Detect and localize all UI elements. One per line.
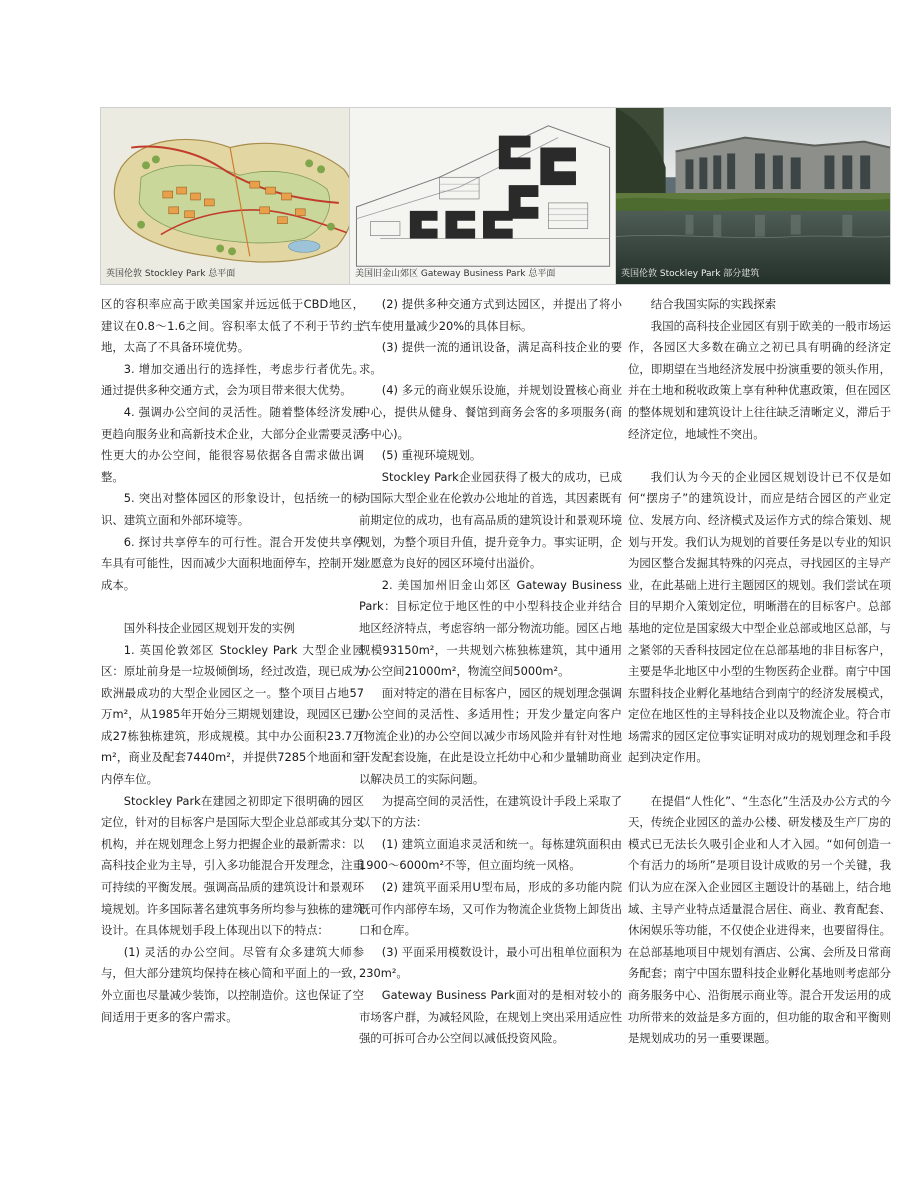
paragraph: Stockley Park企业园获得了极大的成功，已成为国际大型企业在伦敦办公地址的首选，其因素既有前期定位的成功，也有高品质的建筑设计和景观环境规划，为整个项目升值，提升竞争力。事实证明，企业愿意为良好的园区环境付出溢价。	[359, 469, 622, 571]
paragraph: Gateway Business Park面对的是相对较小的市场客户群，为减轻风险，在规划上突出采用适应性强的可拆可合办公空间以减低投资风险。	[359, 988, 622, 1046]
paragraph: (2) 建筑平面采用U型布局，形成的多功能内院既可作内部停车场，又可作为物流企业货物上卸货出口和仓库。	[359, 880, 622, 938]
text-column-2	[359, 294, 622, 1050]
paragraph: 6. 探讨共享停车的可行性。混合开发使共享停车具有可能性，因而减少大面积地面停车，控制开发成本。	[101, 534, 364, 592]
paragraph: 2. 美国加州旧金山郊区 Gateway Business Park：目标定位于地区性的中小型科技企业并结合地区经济特点，考虑容纳一部分物流功能。园区占地规模93150m²，一共规划六栋独栋建筑，其中通用办公空间21000m²，物流空间5000m²。	[359, 577, 622, 679]
paragraph: 面对特定的潜在目标客户，园区的规划理念强调办公空间的灵活性、多适用性；开发少量定向客户(物流企业)的办公空间以减少市场风险并有针对性地开发配套设施，在此是设立托幼中心和少量辅助商业以解决员工的实际问题。	[359, 685, 622, 787]
figure-caption: 美国旧金山郊区 Gateway Business Park 总平面	[355, 269, 556, 279]
stockley-park-site-plan-figure	[100, 107, 372, 285]
paragraph: 5. 突出对整体园区的形象设计，包括统一的标识、建筑立面和外部环境等。	[101, 491, 364, 527]
paragraph: 我国的高科技企业园区有别于欧美的一般市场运作，各园区大多数在确立之初已具有明确的经济定位，即期望在当地经济发展中扮演重要的领头作用，并在土地和税收政策上享有种种优惠政策，但在园区的整体规划和建筑设计上往往缺乏清晰定义，滞后于经济定位，地域性不突出。	[628, 318, 891, 441]
paragraph: 区的容积率应高于欧美国家并远远低于CBD地区，建议在0.8～1.6之间。容积率太低了不利于节约土地，太高了不具备环境优势。	[101, 297, 364, 355]
paragraph: 我们认为今天的企业园区规划设计已不仅是如何“摆房子”的建筑设计，而应是结合园区的产业定位、发展方向、经济模式及运作方式的综合策划、规划与开发。我们认为规划的首要任务是以专业的知识为园区整合发掘其特殊的闪亮点，寻找园区的主导产业，在此基础上进行主题园区的规划。我们尝试在项目的早期介入策划定位，明晰潜在的目标客户。总部基地的定位是国家级大中型企业总部或地区总部，与之紧邻的天香科技园定位在总部基地的非目标客户，主要是华北地区中小型的生物医药企业群。南宁中国东盟科技企业孵化基地结合到南宁的经济发展模式，定位在地区性的主导科技企业以及物流企业。符合市场需求的园区定位事实证明对成功的规划理念和手段起到决定作用。	[628, 469, 891, 765]
gateway-business-park-site-plan-figure	[349, 107, 621, 285]
paragraph: (3) 提供一流的通讯设备，满足高科技企业的要求。	[359, 340, 622, 376]
site-plan-drawing	[350, 108, 620, 284]
paragraph: Stockley Park在建园之初即定下很明确的园区定位，针对的目标客户是国际大型企业总部或其分支机构，并在规划理念上努力把握企业的最新需求：以高科技企业为主导，引入多功能混合开发理念，注重可持续的平衡发展。强调高品质的建筑设计和景观环境规划。许多国际著名建筑事务所均参与独栋的建筑设计。在具体规划手段上体现出以下的特点：	[101, 793, 364, 938]
paragraph: (1) 建筑立面追求灵活和统一。每栋建筑面积由1900～6000m²不等，但立面均统一风格。	[359, 836, 622, 873]
text-column-1	[101, 294, 364, 1028]
paragraph: (5) 重视环境规划。	[381, 448, 482, 463]
section-heading: 结合我国实际的实践探索	[650, 297, 777, 311]
paragraph: (1) 灵活的办公空间。尽管有众多建筑大师参与，但大部分建筑均保持在核心简和平面上的一致，外立面也尽量减少装饰，以控制造价。这也保证了空间适用于更多的客户需求。	[101, 944, 364, 1024]
paragraph: (2) 提供多种交通方式到达园区，并提出了将小汽车使用量减少20%的具体目标。	[359, 297, 622, 333]
paragraph: 为提高空间的灵活性，在建筑设计手段上采取了以下的方法：	[359, 793, 622, 830]
paragraph: 4. 强调办公空间的灵活性。随着整体经济发展更趋向服务业和高新技术企业，大部分企业需要灵活性更大的办公空间，能很容易依据各自需求做出调整。	[101, 404, 364, 484]
stockley-park-buildings-photo	[615, 107, 891, 285]
site-plan-drawing	[101, 108, 371, 284]
section-heading: 国外科技企业园区规划开发的实例	[123, 620, 295, 635]
paragraph: (4) 多元的商业娱乐设施，并规划设置核心商业中心，提供从健身、餐馆到商务会客的多项服务(商务中心)。	[359, 383, 622, 441]
figure-caption: 英国伦敦 Stockley Park 总平面	[106, 269, 236, 279]
building-photo	[616, 108, 890, 284]
paragraph: 3. 增加交通出行的选择性，考虑步行者优先。通过提供多种交通方式，会为项目带来很大优势。	[101, 361, 364, 398]
text-column-3	[628, 294, 891, 1050]
paragraph: 1. 英国伦敦郊区 Stockley Park 大型企业园区：原址前身是一垃圾倾倒场，经过改造，现已成为欧洲最成功的大型企业园区之一。整个项目占地57万m²，从1985年开始分三期规划建设，现园区已建成27栋独栋建筑，形成规模。其中办公面积23.7万m²，商业及配套7440m²，并提供7285个地面和室内停车位。	[101, 642, 364, 787]
paragraph: 在提倡“人性化”、“生态化”生活及办公方式的今天，传统企业园区的盖办公楼、研发楼及生产厂房的模式已无法长久吸引企业和人才入园。“如何创造一个有活力的场所”是项目设计成败的另一个关键，我们认为应在深入企业园区主题设计的基础上，结合地域、主导产业特点适量混合居住、商业、教育配套、休闲娱乐等功能，不仅使企业进得来，也要留得住。在总部基地项目中规划有酒店、公寓、会所及日常商务配套；南宁中国东盟科技企业孵化基地则考虑部分商务服务中心、沿街展示商业等。混合开发运用的成功所带来的效益是多方面的，但功能的取舍和平衡则是规划成功的另一重要课题。	[628, 793, 891, 1046]
figure-caption: 英国伦敦 Stockley Park 部分建筑	[621, 269, 760, 279]
paragraph: (3) 平面采用模数设计，最小可出租单位面积为230m²。	[359, 944, 622, 981]
